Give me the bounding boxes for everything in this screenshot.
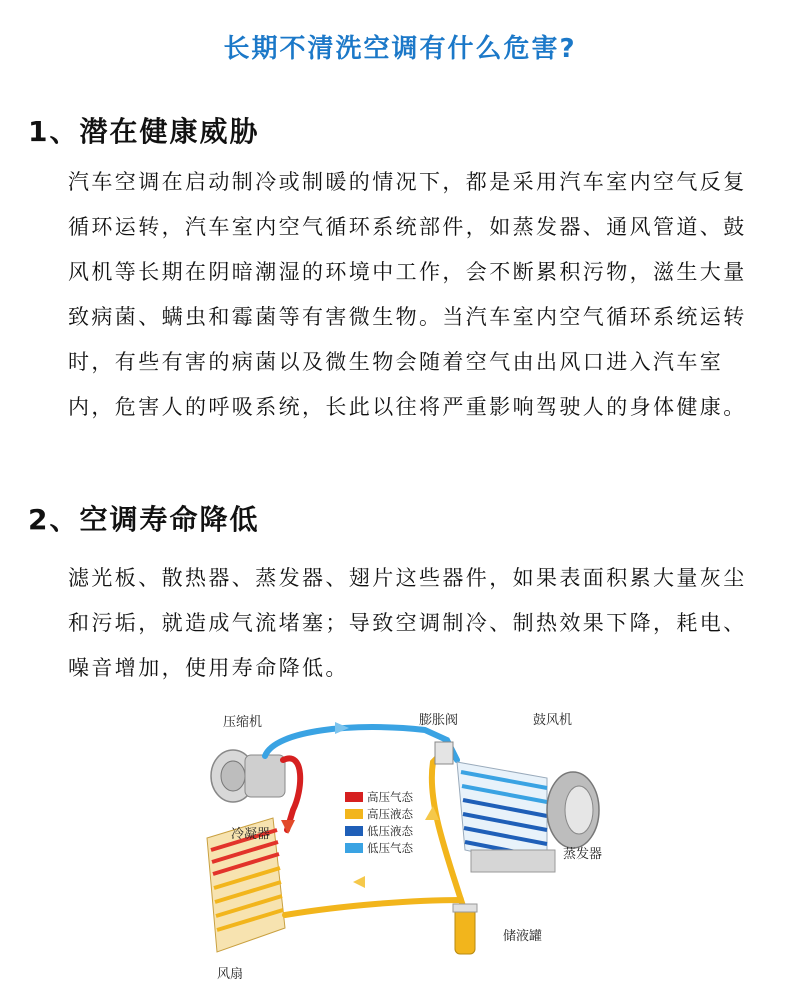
section-body-health: 汽车空调在启动制冷或制暖的情况下，都是采用汽车室内空气反复循环运转，汽车室内空气循环系统部件，如蒸发器、通风管道、鼓风机等长期在阴暗潮湿的环境中工作，会不断累积污物，滋生大量致病菌、螨虫和霉菌等有害微生物。当汽车室内空气循环系统运转时，有些有害的病菌以及微生物会随着空气由出风口进入汽车室内，危害人的呼吸系统，长此以往将严重影响驾驶人的身体健康。 [68,170,747,419]
pipe-high-pressure-gas [283,758,300,830]
legend [345,790,413,855]
pipe-low-pressure-gas [265,727,457,760]
pipe-high-pressure-liquid [285,900,465,915]
page-title: 长期不清洗空调有什么危害? [223,34,577,64]
label-blower: 鼓风机 [533,713,573,728]
legend-label-0: 高压气态 [367,790,413,804]
legend-swatch-2 [345,826,363,836]
section-heading-lifespan: 2、空调寿命降低 [28,503,260,536]
pipe-high-pressure-liquid-up [432,754,461,900]
flow-arrow-icon [353,876,365,888]
label-evaporator: 蒸发器 [563,847,603,862]
section-body-lifespan: 滤光板、散热器、蒸发器、翅片这些器件，如果表面积累大量灰尘和污垢，就造成气流堵塞；导致空调制冷、制热效果下降，耗电、噪音增加，使用寿命降低。 [68,566,747,680]
legend-swatch-3 [345,843,363,853]
flow-arrow-icon [281,820,295,834]
label-condenser: 冷凝器 [231,827,271,842]
label-expansion-valve: 膨胀阀 [419,713,459,728]
receiver-unit [453,904,477,954]
evaporator-unit [457,762,555,872]
legend-label-3: 低压气态 [367,841,413,855]
legend-label-1: 高压液态 [367,807,413,821]
section-heading-health: 1、潜在健康威胁 [28,115,260,148]
ac-system-diagram [195,700,615,990]
label-compressor: 压缩机 [223,715,263,730]
compressor-unit [211,750,285,802]
legend-swatch-0 [345,792,363,802]
label-fan: 风扇 [217,967,244,982]
legend-label-2: 低压液态 [367,824,413,838]
flow-arrow-icon [335,722,349,734]
expansion-valve-unit [435,742,453,764]
blower-unit [547,772,599,848]
label-receiver: 储液罐 [503,929,543,944]
legend-swatch-1 [345,809,363,819]
